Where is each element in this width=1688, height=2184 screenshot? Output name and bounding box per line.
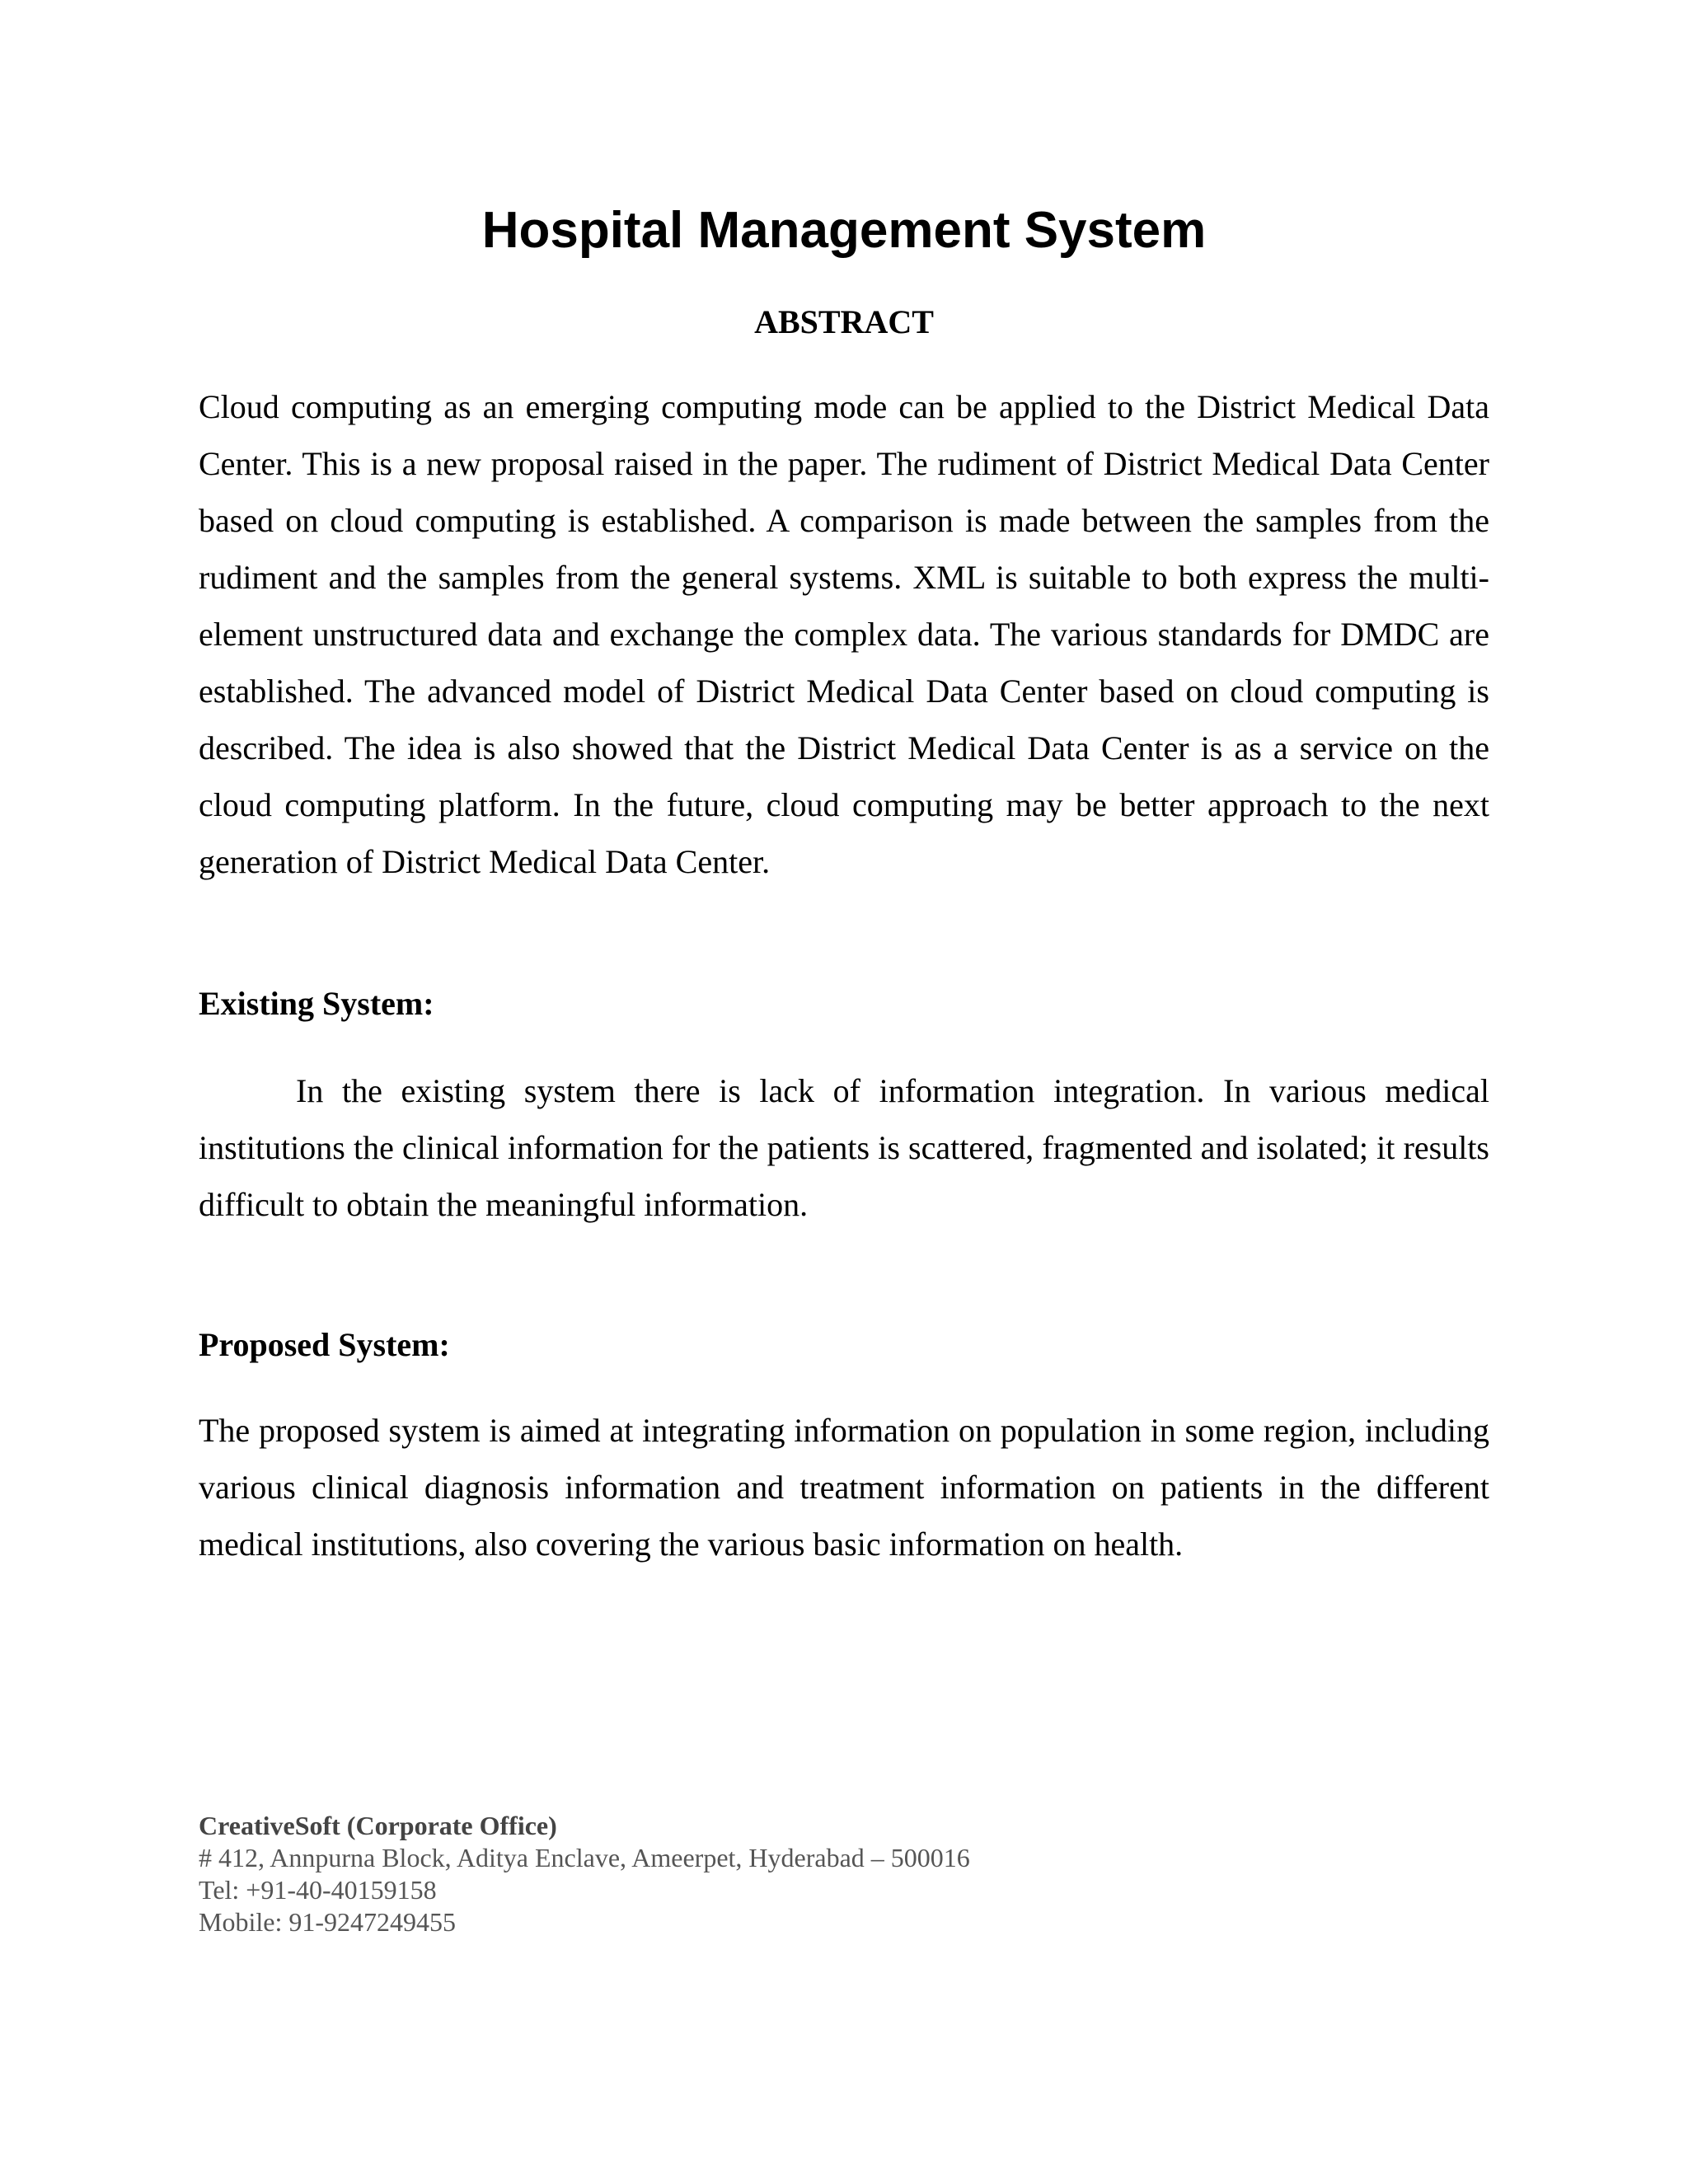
abstract-paragraph: Cloud computing as an emerging computing mode can be applied to the District Medical Data Center. This is a new proposal raised in the paper. The rudiment of District Medical Data Center based on cloud computing is established. A comparison is made between the samples from the rudiment and the samples from the general systems. XML is suitable to both express the multi-element unstructured data and exchange the complex data. The various standards for DMDC are established. The advanced model of District Medical Data Center based on cloud computing is described. The idea is also showed that the District Medical Data Center is as a service on the cloud computing platform. In the future, cloud computing may be better approach to the next generation of District Medical Data Center. — [199, 388, 1489, 880]
page-title: Hospital Management System — [481, 202, 1207, 259]
abstract-heading: ABSTRACT — [754, 303, 934, 340]
proposed-system-heading: Proposed System: — [199, 1326, 450, 1363]
footer-contact-block — [199, 1810, 970, 1938]
footer-mobile: Mobile: 91-9247249455 — [199, 1907, 456, 1937]
proposed-system-paragraph: The proposed system is aimed at integrating information on population in some region, including various clinical diagnosis information and treatment information on patients in the different medical institutions, also covering the various basic information on health. — [199, 1412, 1489, 1563]
footer-company-name: CreativeSoft (Corporate Office) — [199, 1811, 557, 1840]
existing-system-heading: Existing System: — [199, 985, 434, 1022]
footer-telephone: Tel: +91-40-40159158 — [199, 1875, 437, 1905]
footer-address: # 412, Annpurna Block, Aditya Enclave, Ameerpet, Hyderabad – 500016 — [199, 1843, 970, 1872]
existing-system-paragraph: In the existing system there is lack of information integration. In various medical institutions the clinical information for the patients is scattered, fragmented and isolated; it results difficult to obtain the meaningful information. — [199, 1072, 1489, 1223]
